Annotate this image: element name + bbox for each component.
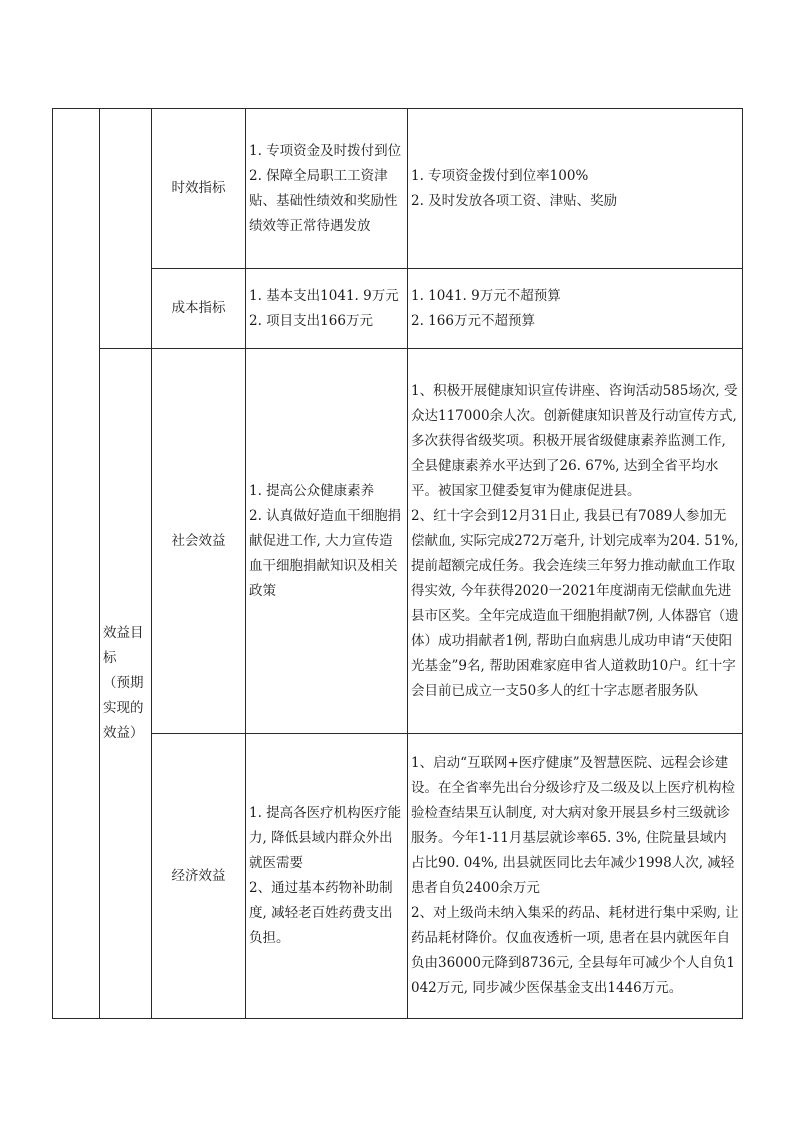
achievement-text: 1. 1041. 9万元不超预算 2. 166万元不超预算 xyxy=(411,287,561,329)
blank-column-cell xyxy=(53,109,100,1019)
indicator-label: 成本指标 xyxy=(171,300,226,316)
indicator-cell xyxy=(152,734,246,1019)
achievement-cell xyxy=(408,109,743,269)
indicator-label: 社会效益 xyxy=(171,532,226,549)
target-text: 1. 基本支出1041. 9万元 2. 项目支出166万元 xyxy=(249,287,399,329)
achievement-text: 1、启动“互联网+医疗健康”及智慧医院、远程会诊建设。在全省率先出台分级诊疗及二级及以上医疗机构检验检查结果互认制度, 对大病对象开展县乡村三级就诊服务。今年1-11月基层就诊率65. 3%, 住院量县域内占比90. 04%, 出县就医同比去年减少1998人次, 减轻患者自负2400余万元 2、对上级尚未纳入集采的药品、耗材进行集中采购, 让药品耗材降价。仅血夜透析一项, 患者在县内就医年自负由36000元降到8736元, 全县每年可减少个人自负1042万元, 同步减少医保基金支出1446万元。 xyxy=(411,755,739,996)
table-row xyxy=(53,734,743,1019)
target-cell xyxy=(246,349,408,734)
table-row xyxy=(53,349,743,734)
indicator-cell xyxy=(152,349,246,734)
table-row xyxy=(53,109,743,269)
target-cell xyxy=(246,734,408,1019)
achievement-cell xyxy=(408,349,743,734)
indicator-cell xyxy=(152,109,246,269)
target-text: 1. 提高公众健康素养 2. 认真做好造血干细胞捐献促进工作, 大力宣传造血干细胞捐献知识及相关政策 xyxy=(249,482,402,599)
category-cell xyxy=(100,349,152,1019)
target-cell xyxy=(246,109,408,269)
category-label: 效益目标 （预期实现的效益） xyxy=(103,625,144,741)
achievement-text: 1. 专项资金拨付到位率100% 2. 及时发放各项工资、津贴、奖励 xyxy=(411,167,618,209)
achievement-text: 1、积极开展健康知识宣传讲座、咨询活动585场次, 受众达117000余人次。创新健康知识普及行动宣传方式, 多次获得省级奖项。积极开展省级健康素养监测工作, 全县健康素养水平达到了26. 67%, 达到全省平均水平。被国家卫健委复审为健康促进县。 2、红十字会到12月31日止, 我县已有7089人参加无偿献血, 实际完成272万毫升, 计划完成率为204. 51%, 提前超额完成任务。我会连续三年努力推动献血工作取得实效, 今年获得2020一2021年度湖南无偿献血先进县市区奖。全年完成造血干细胞捐献7例, 人体器官（遗体）成功捐献者1例, 帮助白血病患儿成功申请“天使阳光基金”9名, 帮助困难家庭申省人道救助10户。红十字会目前已成立一支50多人的红十字志愿者服务队 xyxy=(411,382,739,699)
achievement-cell xyxy=(408,269,743,349)
indicator-cell xyxy=(152,269,246,349)
performance-table xyxy=(52,108,743,1019)
target-text: 1. 专项资金及时拨付到位 2. 保障全局职工工资津贴、基础性绩效和奖励性绩效等正常待遇发放 xyxy=(249,142,402,234)
target-text: 1. 提高各医疗机构医疗能力, 降低县域内群众外出就医需要 2、通过基本药物补助制度, 减轻老百姓药费支出负担。 xyxy=(249,805,402,946)
achievement-cell xyxy=(408,734,743,1019)
table-row xyxy=(53,269,743,349)
indicator-label: 时效指标 xyxy=(171,180,226,196)
blank-category-cell xyxy=(100,109,152,349)
target-cell xyxy=(246,269,408,349)
indicator-label: 经济效益 xyxy=(171,867,226,884)
